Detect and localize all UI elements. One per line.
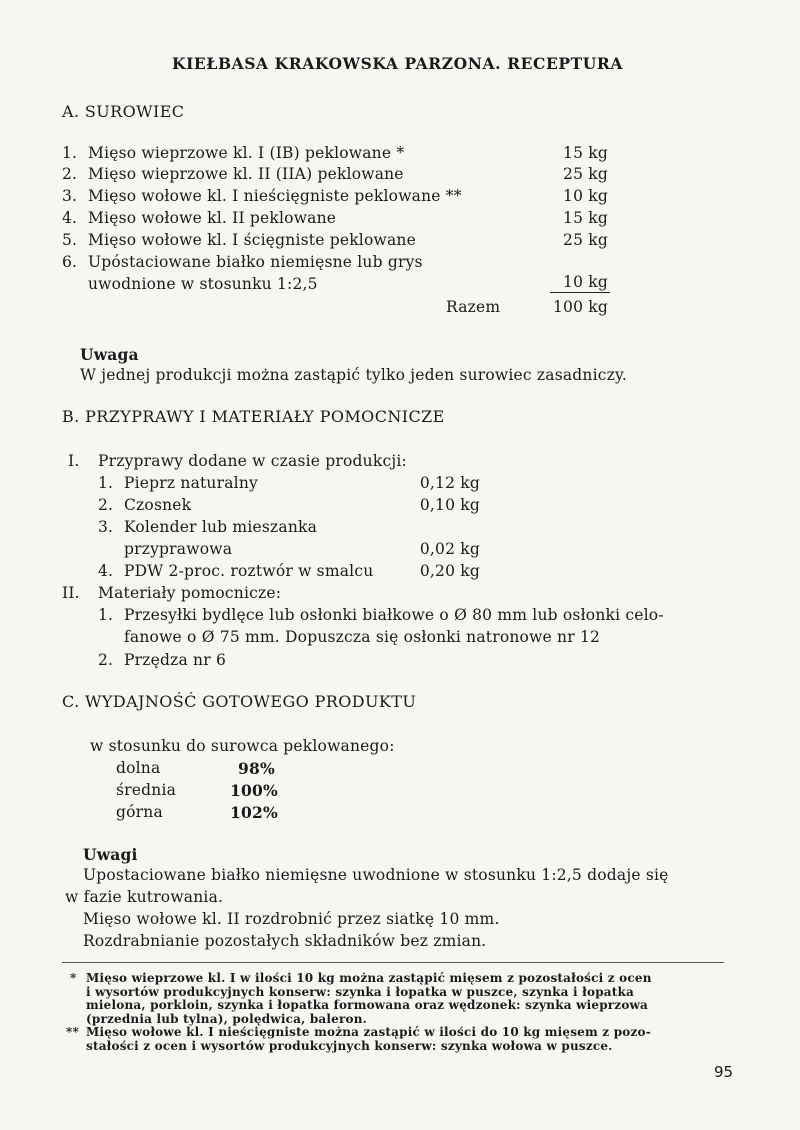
yield-value: 100% <box>230 781 278 800</box>
note-title: Uwaga <box>80 345 139 364</box>
footnote-line: stałości z ocen i wysortów produkcyjnych konserw: szynka wołowa w puszce. <box>86 1038 613 1053</box>
ingredient-qty: 25 kg <box>563 165 608 183</box>
spice-number: 3. <box>98 518 114 536</box>
footnote-mark: * <box>70 971 77 985</box>
sum-rule <box>550 292 610 293</box>
spice-name: Kolender lub mieszanka <box>124 518 318 536</box>
yield-value: 98% <box>238 759 275 778</box>
yield-label: dolna <box>116 759 161 777</box>
section-c-heading: C. WYDAJNOŚĆ GOTOWEGO PRODUKTU <box>62 692 417 711</box>
note-line: Rozdrabnianie pozostałych składników bez zmian. <box>83 932 487 950</box>
ingredient-number: 3. <box>62 187 78 205</box>
total-label: Razem <box>446 298 501 316</box>
footnote-mark: ** <box>66 1025 79 1039</box>
spice-name: PDW 2-proc. roztwór w smalcu <box>124 562 374 580</box>
ingredient-name: Mięso wołowe kl. I ścięgniste peklowane <box>88 231 416 249</box>
spices-label: Przyprawy dodane w czasie produkcji: <box>98 452 407 470</box>
aux-text: Przesyłki bydlęce lub osłonki białkowe o Ø 80 mm lub osłonki celo- <box>124 606 664 624</box>
note-text: W jednej produkcji można zastąpić tylko jeden surowiec zasadniczy. <box>80 366 628 384</box>
ingredient-name-continued: uwodnione w stosunku 1:2,5 <box>88 275 318 293</box>
spice-number: 4. <box>98 562 114 580</box>
note-line: Upostaciowane białko niemięsne uwodnione w stosunku 1:2,5 dodaje się <box>83 866 669 884</box>
ingredient-name: Upóstaciowane białko niemięsne lub grys <box>88 253 423 271</box>
spice-name-continued: przyprawowa <box>124 540 233 558</box>
footnote-line: Mięso wołowe kl. I nieścięgniste można zastąpić w ilości do 10 kg mięsem z pozo- <box>86 1025 651 1039</box>
note-line: Mięso wołowe kl. II rozdrobnić przez siatkę 10 mm. <box>83 910 500 928</box>
spice-qty: 0,10 kg <box>419 496 480 514</box>
notes-title: Uwagi <box>83 845 138 864</box>
footnote-line: i wysortów produkcyjnych konserw: szynka i łopatka w puszce, szynka i łopatka <box>86 984 634 999</box>
part-number: I. <box>68 452 80 470</box>
part-number: II. <box>62 584 80 602</box>
ingredient-name: Mięso wieprzowe kl. II (IIA) peklowane <box>88 165 404 183</box>
footnote-line: mielona, porkloin, szynka i łopatka formowana oraz wędzonek: szynka wieprzowa <box>86 998 649 1012</box>
aux-materials-label: Materiały pomocnicze: <box>98 584 282 602</box>
note-line: w fazie kutrowania. <box>65 888 224 906</box>
yield-label: górna <box>116 803 163 821</box>
ingredient-qty: 15 kg <box>563 209 608 227</box>
page-number: 95 <box>714 1063 734 1081</box>
spice-name: Czosnek <box>124 496 192 514</box>
ingredient-number: 2. <box>62 165 78 183</box>
ingredient-qty: 15 kg <box>563 144 608 162</box>
section-b-heading: B. PRZYPRAWY I MATERIAŁY POMOCNICZE <box>62 407 445 426</box>
spice-name: Pieprz naturalny <box>124 474 258 492</box>
aux-text-continued: fanowe o Ø 75 mm. Dopuszcza się osłonki natronowe nr 12 <box>124 628 601 646</box>
ingredient-number: 1. <box>62 144 78 162</box>
ingredient-number: 6. <box>62 253 78 271</box>
footnote-line: (przednia lub tylna), polędwica, baleron. <box>86 1011 368 1026</box>
ingredient-qty: 25 kg <box>563 231 608 249</box>
spice-qty: 0,12 kg <box>419 474 480 492</box>
yield-intro: w stosunku do surowca peklowanego: <box>90 737 395 755</box>
spice-number: 2. <box>98 496 114 514</box>
aux-number: 1. <box>98 606 114 624</box>
page-title: KIEŁBASA KRAKOWSKA PARZONA. RECEPTURA <box>172 54 623 73</box>
yield-label: średnia <box>116 781 177 799</box>
footnote-separator <box>62 962 724 963</box>
ingredient-number: 5. <box>62 231 78 249</box>
ingredient-name: Mięso wieprzowe kl. I (IB) peklowane * <box>88 144 405 162</box>
spice-number: 1. <box>98 474 114 492</box>
spice-qty: 0,02 kg <box>419 540 480 558</box>
aux-number: 2. <box>98 651 114 669</box>
aux-text: Przędza nr 6 <box>124 651 227 669</box>
ingredient-name: Mięso wołowe kl. I nieścięgniste peklowane ** <box>88 187 462 205</box>
ingredient-qty: 10 kg <box>563 187 608 205</box>
footnote-line: Mięso wieprzowe kl. I w ilości 10 kg można zastąpić mięsem z pozostałości z ocen <box>86 971 652 985</box>
ingredient-name: Mięso wołowe kl. II peklowane <box>88 209 337 227</box>
yield-value: 102% <box>230 803 278 822</box>
spice-qty: 0,20 kg <box>419 562 480 580</box>
ingredient-qty: 10 kg <box>563 273 608 291</box>
total-qty: 100 kg <box>552 298 608 316</box>
ingredient-number: 4. <box>62 209 78 227</box>
section-a-heading: A. SUROWIEC <box>62 102 185 121</box>
